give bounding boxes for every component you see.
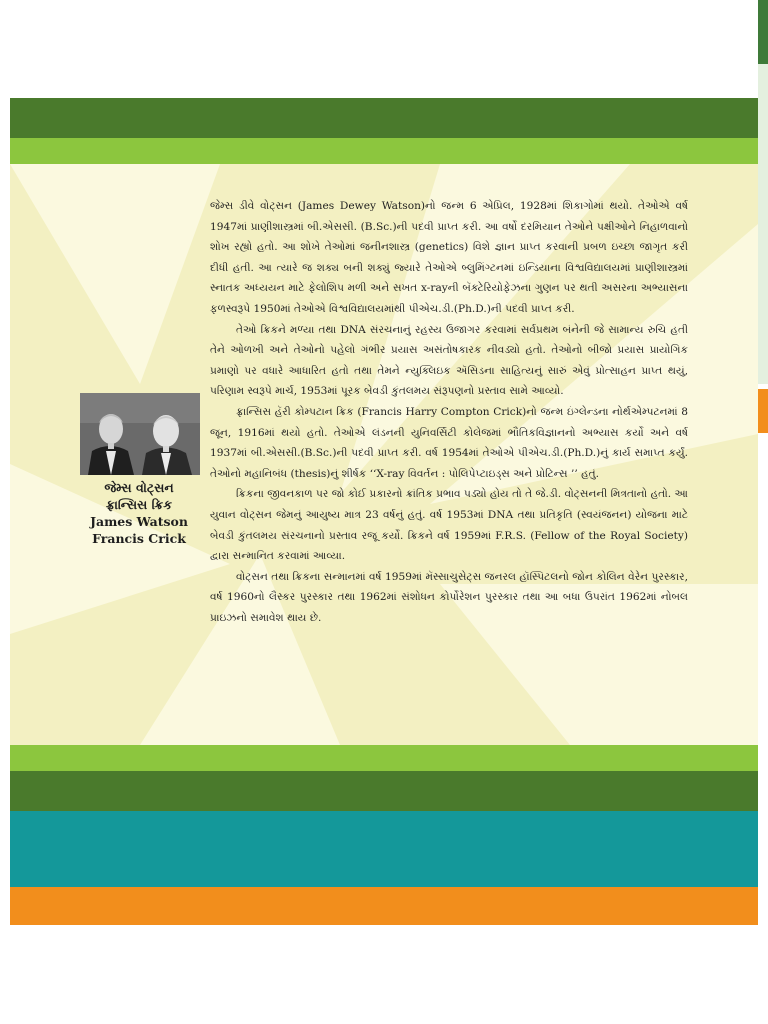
footer-band-teal	[10, 811, 758, 887]
paragraph-honours: વોટ્સન તથા ક્રિકના સન્માનમાં વર્ષ 1959માં મૅસ્સાચુસેટ્સ જનરલ હૉસ્પિટલનો જોન કોલિન વેરેન પુરસ્કાર, વર્ષ 1960નો લૈસ્કર પુરસ્કાર તથા 1962માં સંશોધન કોર્પોરેશન પુરસ્કાર તથા આ બધા ઉપરાંત 1962માં નોબલ પ્રાઇઝનો સમાવેશ થાય છે.	[210, 570, 688, 624]
caption-name-english-watson: James Watson	[90, 514, 188, 529]
portrait-photo	[80, 393, 200, 475]
ray	[10, 164, 220, 384]
paragraph-watson-biography: જેમ્સ ડીવે વોટ્સન (James Dewey Watson)નો જન્મ 6 એપ્રિલ, 1928માં શિકાગોમાં થયો. તેઓએ વર્ષ 1947માં પ્રાણીશાસ્ત્રમાં બી.એસસી. (B.Sc.)ની પદવી પ્રાપ્ત કરી. આ વર્ષો દરમિયાન તેઓને પક્ષીઓને નિહાળવાનો શોખ રહ્યો હતો. આ શોખે તેઓમાં જનીનશાસ્ત્ર (genetics) વિશે જ્ઞાન પ્રાપ્ત કરવાની પ્રબળ ઇચ્છા જાગૃત કરી દીધી હતી. આ ત્યારે જ શક્ય બની શક્યું જ્યારે તેઓએ બ્લુમિંગ્ટનમાં ઇન્ડિયાના વિશ્વવિદ્યાલયમાં પ્રાણીશાસ્ત્રમાં સ્નાતક અધ્યયન માટે ફેલોશિપ મળી અને સખત x-rayની બૅક્ટેરિયોફેઝના ગુણન પર થતી અસરના અભ્યાસના ફળસ્વરૂપે 1950માં તેઓએ વિશ્વવિદ્યાલયમાંથી પીએચ.ડી.(Ph.D.)ની પદવી પ્રાપ્ત કરી.	[210, 200, 688, 315]
paragraph-friendship: ક્રિકના જીવનકાળ પર જો કોઈ પ્રકારનો ક્રાંતિક પ્રભાવ પડ્યો હોય તો તે જે.ડી. વોટ્સનની મિત્રતાનો હતો. આ યુવાન વોટ્સન જેમનું આયુષ્ય માત્ર 23 વર્ષનું હતું. વર્ષ 1953માં DNA તથા પ્રતિકૃતિ (સ્વયંજનન) યોજના માટે બેવડી કુંતલમય સંરચનાનો પ્રસ્તાવ રજૂ કર્યો. ક્રિકને વર્ષ 1959માં F.R.S. (Fellow of the Royal Society) દ્વારા સન્માનિત કરવામાં આવ્યા.	[210, 488, 688, 563]
caption-name-gujarati-crick: ફ્રાન્સિસ ક્રિક	[105, 497, 173, 512]
edge-tab-green	[758, 0, 768, 64]
edge-tab-pale	[758, 64, 768, 384]
caption-name-gujarati-watson: જેમ્સ વોટ્સન	[104, 480, 174, 495]
footer-band-dark	[10, 771, 758, 811]
footer-band-orange	[10, 887, 758, 925]
paragraph-dna-collaboration: તેઓ ક્રિકને મળ્યા તથા DNA સંરચનાનું રહસ્ય ઉજાગર કરવામાં સર્વપ્રથમ બંનેની જે સામાન્ય રુચિ હતી તેને ઓળખી અને તેઓનો પહેલો ગંભીર પ્રયાસ અસંતોષકારક નીવડ્યો હતો. તેઓનો બીજો પ્રયાસ પ્રાયોગિક પ્રમાણો પર વધારે આધારિત હતો તથા તેમને ન્યુક્લિઇક ઍસિડના સાહિત્યનું સારું એવું પ્રોત્સાહન પ્રાપ્ત થયું, પરિણામ સ્વરૂપે માર્ચ, 1953માં પૂરક બેવડી કુંતલમય સંરૂપણનો પ્રસ્તાવ સામે આવ્યો.	[210, 323, 688, 398]
caption-name-english-crick: Francis Crick	[92, 531, 186, 546]
photo-caption	[64, 479, 214, 547]
portrait-illustration	[80, 393, 200, 475]
header-band-light	[10, 138, 758, 164]
header-band-dark	[10, 98, 758, 138]
edge-tab-orange	[758, 389, 768, 433]
paragraph-crick-biography: ફ્રાન્સિસ હૅરી કોમ્પટાન ક્રિક (Francis Harry Compton Crick)નો જન્મ ઇંગ્લેન્ડના નોર્થએમ્પટનમાં 8 જૂન, 1916માં થયો હતો. તેઓએ લંડનની યુનિવર્સિટી કોલેજમાં ભૌતિકવિજ્ઞાનનો અભ્યાસ કર્યો અને વર્ષ 1937માં બી.એસસી.(B.Sc.)ની પદવી પ્રાપ્ત કરી. વર્ષ 1954માં તેઓએ પીએચ.ડી.(Ph.D.)નું કાર્ય સમાપ્ત કર્યું. તેઓનો મહાનિબંધ (thesis)નું શીર્ષક ‘‘X-ray વિવર્તન : પોલિપેપ્ટાઇડ્સ અને પ્રોટિન્સ ’’ હતું.	[210, 405, 688, 480]
footer-band-light	[10, 745, 758, 771]
biography-text	[210, 196, 688, 628]
